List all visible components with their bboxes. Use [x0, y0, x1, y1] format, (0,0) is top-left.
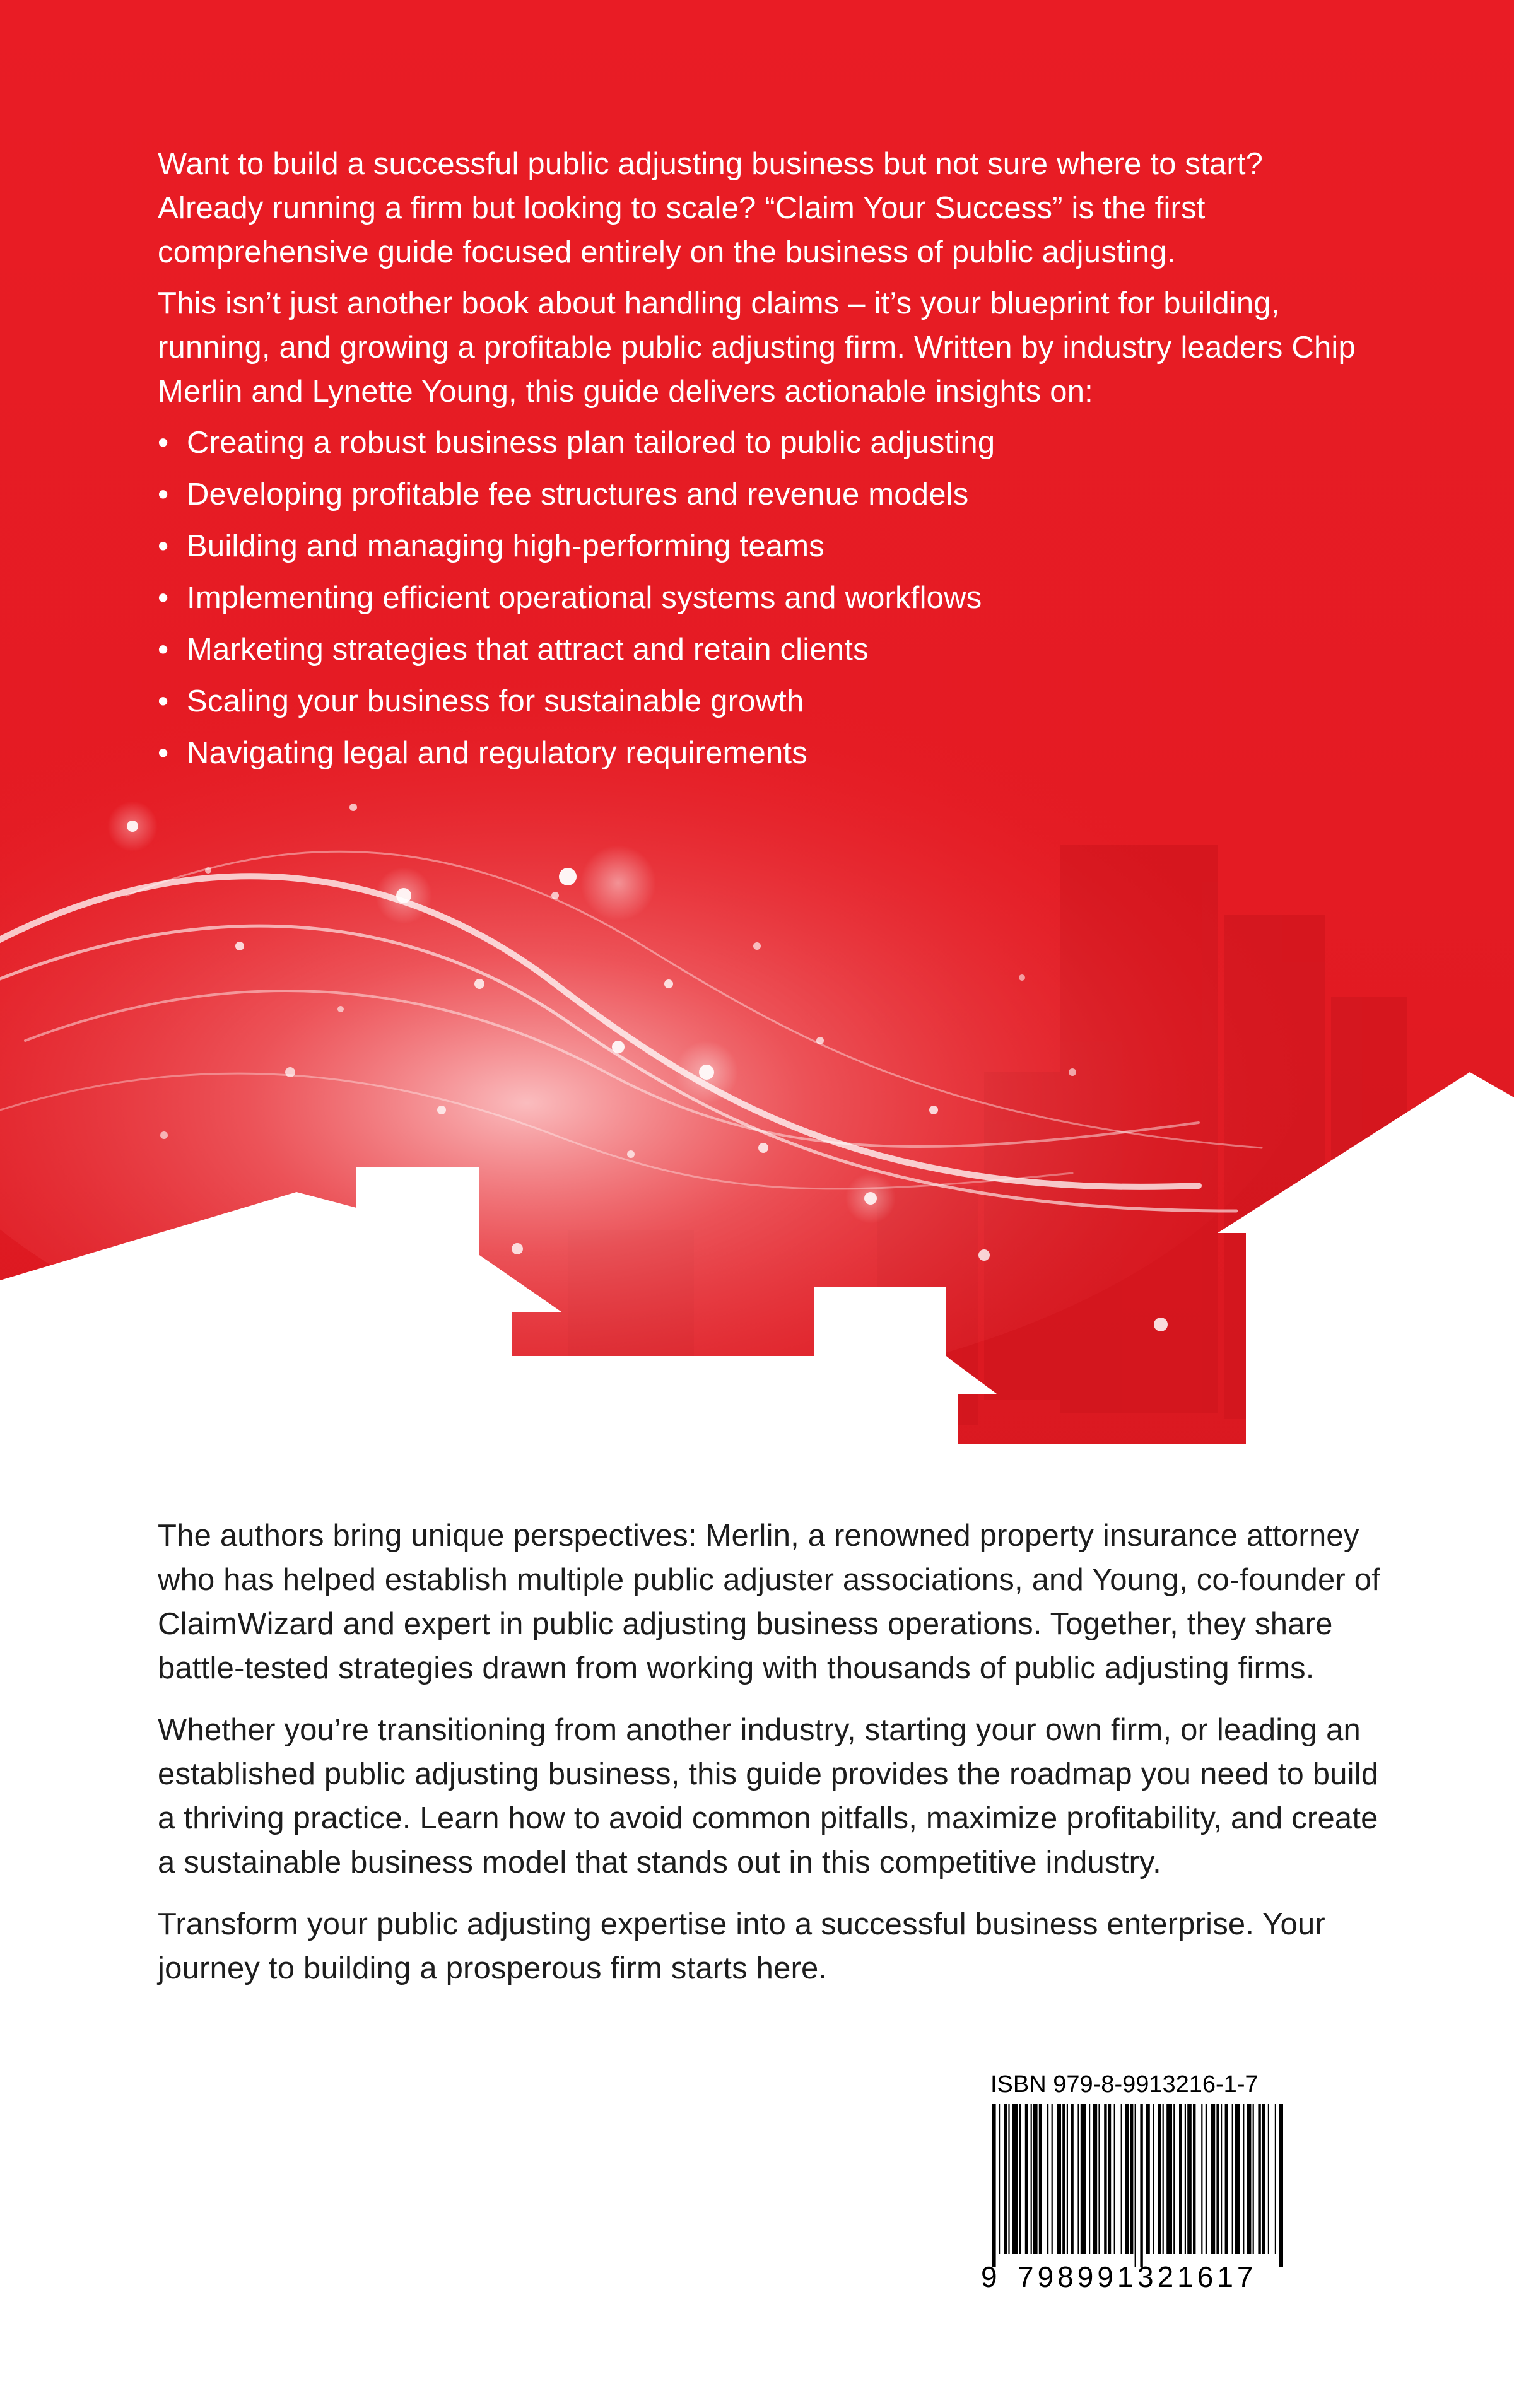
list-item-text: Creating a robust business plan tailored to public adjusting: [187, 426, 995, 460]
bullet-icon: •: [158, 581, 169, 615]
insights-list: [158, 421, 1356, 775]
list-item: [158, 576, 1356, 620]
body-paragraph: The authors bring unique perspectives: Merlin, a renowned property insurance attorney who has helped establish multiple public adjuster associations, and Young, co-founder of ClaimWizard and expert in public adjusting business operations. Together, they share battle-tested strategies drawn from working with thousands of public adjusting firms.: [158, 1519, 1381, 1685]
intro-paragraph: Want to build a successful public adjusting business but not sure where to start? Already running a firm but looking to scale? “Claim Your Success” is the first comprehensive guide focused entirely on the business of public adjusting.: [158, 147, 1264, 269]
list-item-text: Implementing efficient operational systems and workflows: [187, 581, 982, 615]
list-item-text: Scaling your business for sustainable growth: [187, 684, 804, 718]
bullet-icon: •: [158, 736, 169, 770]
bullet-icon: •: [158, 633, 169, 667]
list-item: [158, 731, 1356, 775]
bullet-icon: •: [158, 426, 169, 460]
list-item-text: Navigating legal and regulatory requirements: [187, 736, 807, 770]
list-item: [158, 679, 1356, 723]
intro-paragraph: This isn’t just another book about handling claims – it’s your blueprint for building, running, and growing a profitable public adjusting firm. Written by industry leaders Chip Merlin and Lynette Young, this guide delivers actionable insights on:: [158, 286, 1356, 409]
isbn-barcode-block: [981, 2067, 1296, 2320]
isbn-digit-first: 9: [981, 2260, 997, 2293]
isbn-digits-right: 321617: [1137, 2260, 1257, 2293]
bullet-icon: •: [158, 477, 169, 511]
list-item-text: Building and managing high-performing teams: [187, 529, 824, 563]
isbn-label: ISBN 979-8-9913216-1-7: [990, 2071, 1259, 2098]
bullet-icon: •: [158, 529, 169, 563]
body-paragraph: Whether you’re transitioning from another industry, starting your own firm, or leading an established public adjusting business, this guide provides the roadmap you need to build a thriving practice. Learn how to avoid common pitfalls, maximize profitability, and create a sustainable business model that stands out in this competitive industry.: [158, 1713, 1379, 1879]
isbn-digits-left: 798991: [1018, 2260, 1137, 2293]
list-item: [158, 524, 1356, 568]
authors-section: [158, 1514, 1388, 2008]
bullet-icon: •: [158, 684, 169, 718]
list-item: [158, 421, 1356, 465]
barcode-icon: [990, 2104, 1287, 2268]
list-item: [158, 628, 1356, 672]
body-paragraph: Transform your public adjusting expertise into a successful business enterprise. Your journey to building a prosperous firm starts here.: [158, 1907, 1325, 1985]
list-item-text: Developing profitable fee structures and revenue models: [187, 477, 969, 511]
intro-section: [158, 142, 1356, 783]
list-item: [158, 472, 1356, 517]
list-item-text: Marketing strategies that attract and retain clients: [187, 633, 869, 667]
